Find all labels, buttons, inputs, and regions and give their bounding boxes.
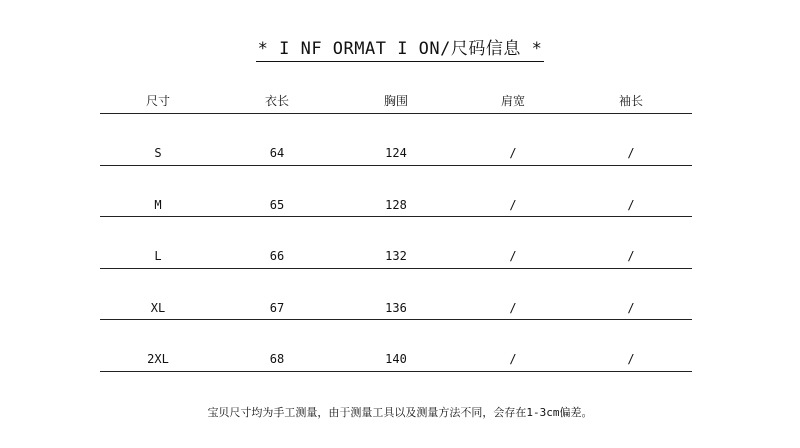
page-title (0, 38, 800, 62)
header-size: 尺寸 (145, 94, 170, 108)
cell-chest: 136 (385, 300, 407, 315)
header-chest: 胸围 (383, 94, 408, 108)
cell-sleeve: / (627, 300, 635, 315)
cell-size: XL (150, 300, 166, 315)
table-row (100, 114, 692, 166)
cell-length: 64 (269, 146, 285, 160)
cell-shoulder: / (509, 300, 517, 315)
header-shoulder: 肩宽 (500, 94, 525, 108)
table-header-row (100, 89, 692, 114)
cell-chest: 140 (385, 352, 407, 367)
cell-length: 65 (269, 197, 285, 212)
cell-size: S (154, 146, 162, 160)
table-row (100, 166, 692, 218)
cell-length: 68 (269, 352, 285, 367)
cell-chest: 132 (385, 249, 407, 264)
table-row (100, 217, 692, 269)
cell-size: 2XL (147, 352, 169, 367)
cell-sleeve: / (627, 249, 635, 264)
cell-shoulder: / (509, 146, 517, 160)
cell-size: M (154, 197, 162, 212)
cell-shoulder: / (509, 197, 517, 212)
table-row (100, 320, 692, 372)
cell-sleeve: / (627, 352, 635, 367)
cell-shoulder: / (509, 352, 517, 367)
cell-size: L (154, 249, 162, 264)
cell-sleeve: / (627, 197, 635, 212)
table-row (100, 269, 692, 321)
cell-length: 66 (269, 249, 285, 264)
cell-sleeve: / (627, 146, 635, 160)
cell-chest: 128 (385, 197, 407, 212)
title-text: * I NF ORMAT I ON/尺码信息 * (256, 38, 545, 62)
header-sleeve: 袖长 (618, 94, 643, 108)
header-length: 衣长 (264, 94, 289, 108)
cell-shoulder: / (509, 249, 517, 264)
cell-length: 67 (269, 300, 285, 315)
size-table (100, 89, 692, 372)
cell-chest: 124 (385, 146, 407, 160)
measurement-note: 宝贝尺寸均为手工测量，由于测量工具以及测量方法不同，会存在1-3cm偏差。 (207, 406, 593, 419)
